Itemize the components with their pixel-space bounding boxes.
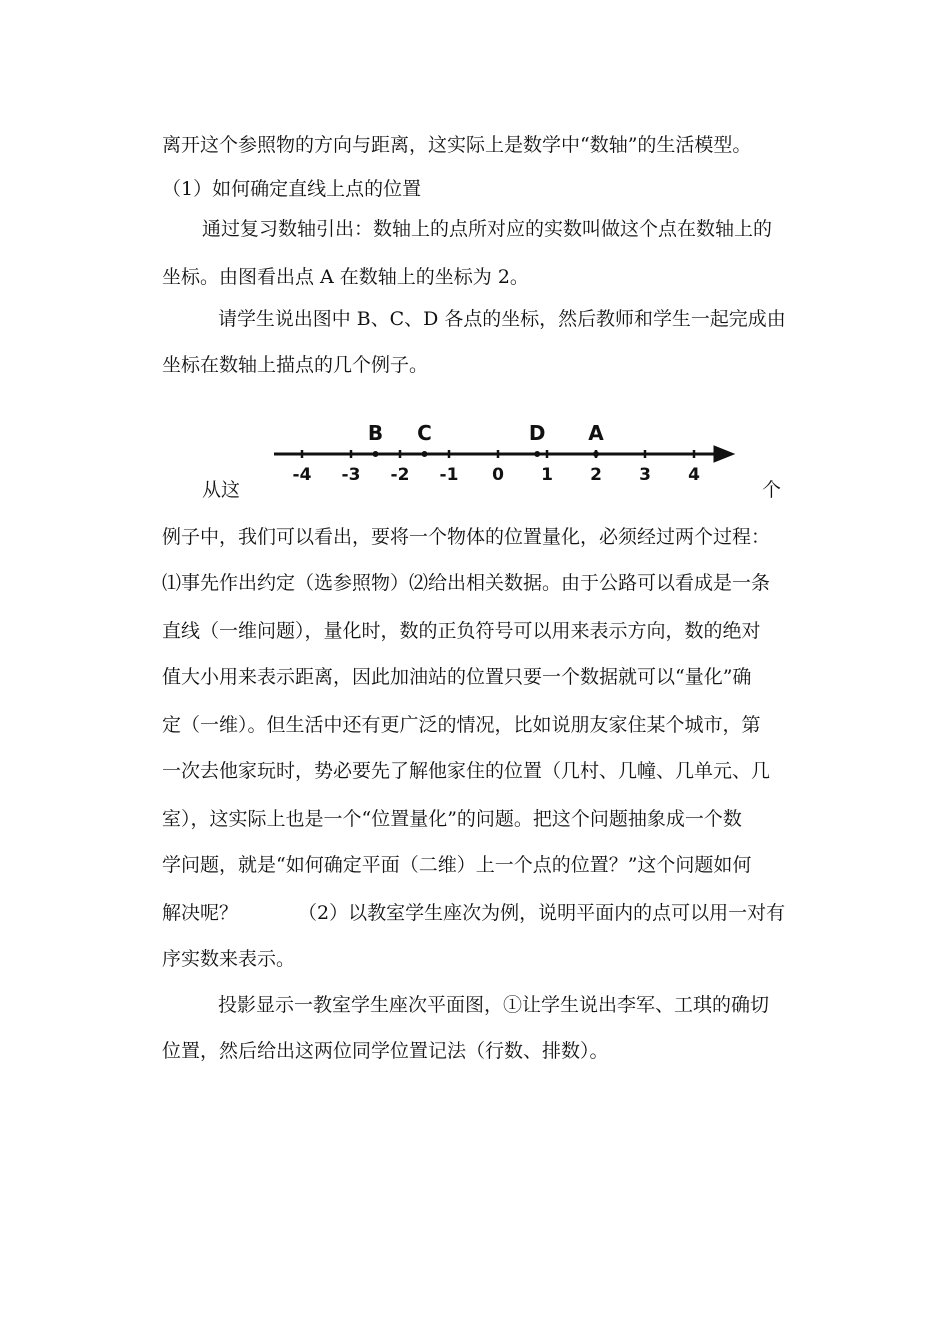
text-line-18: 投影显示一教室学生座次平面图，①让学生说出李军、工琪的确切	[218, 994, 770, 1016]
text-line-14: 室），这实际上也是一个“位置量化”的问题。把这个问题抽象成一个数	[162, 808, 742, 830]
text-line-10: 直线（一维问题），量化时，数的正负符号可以用来表示方向，数的绝对	[162, 620, 761, 642]
text-line-19: 位置，然后给出这两位同学位置记法（行数、排数）。	[162, 1040, 609, 1062]
number-line-point-c	[422, 452, 427, 457]
text-line-7-right: 个	[762, 479, 782, 501]
text-line-13: 一次去他家玩时，势必要先了解他家住的位置（几村、几幢、几单元、几	[162, 760, 771, 782]
number-line-point-label: A	[588, 421, 604, 445]
section-heading-1: （1）如何确定直线上点的位置	[162, 178, 422, 200]
text-line-15: 学问题，就是“如何确定平面（二维）上一个点的位置？”这个问题如何	[162, 854, 752, 876]
number-line-tick-label: 2	[590, 465, 602, 485]
number-line-tick-label: -4	[292, 465, 312, 485]
section-heading-2: （2）以教室学生座次为例，说明平面内的点可以用一对有	[298, 902, 786, 924]
text-line-17: 序实数来表示。	[162, 948, 296, 970]
number-line-point-d	[535, 452, 540, 457]
number-line-figure	[262, 412, 742, 488]
number-line-tick-label: 4	[688, 465, 700, 485]
number-line-point-label: B	[367, 421, 384, 445]
text-line-4: 坐标。由图看出点 A 在数轴上的坐标为 2。	[162, 266, 529, 288]
number-line-tick-label: -1	[439, 465, 459, 485]
text-line-3: 通过复习数轴引出：数轴上的点所对应的实数叫做这个点在数轴上的	[202, 218, 773, 240]
text-line-11: 值大小用来表示距离，因此加油站的位置只要一个数据就可以“量化”确	[162, 666, 752, 688]
text-line-5: 请学生说出图中 B、C、D 各点的坐标，然后教师和学生一起完成由	[218, 308, 786, 330]
text-line-6: 坐标在数轴上描点的几个例子。	[162, 354, 429, 376]
number-line-tick-label: 1	[541, 465, 553, 485]
number-line-point-a	[594, 452, 599, 457]
number-line-tick-label: 3	[639, 465, 651, 485]
text-line-9: ⑴事先作出约定（选参照物）⑵给出相关数据。由于公路可以看成是一条	[162, 572, 771, 594]
number-line-point-b	[373, 452, 378, 457]
text-line-16-left: 解决呢？	[162, 902, 239, 924]
text-line-8: 例子中，我们可以看出，要将一个物体的位置量化，必须经过两个过程：	[162, 526, 771, 548]
number-line-tick-label: -2	[390, 465, 410, 485]
number-line-arrowhead	[714, 446, 734, 462]
number-line-tick-label: 0	[492, 465, 504, 485]
text-line-12: 定（一维）。但生活中还有更广泛的情况，比如说朋友家住某个城市，第	[162, 714, 761, 736]
number-line-tick-label: -3	[341, 465, 361, 485]
number-line-point-label: D	[528, 421, 546, 445]
number-line-point-label: C	[417, 421, 432, 445]
text-line-1: 离开这个参照物的方向与距离，这实际上是数学中“数轴”的生活模型。	[162, 134, 752, 156]
text-line-7-left: 从这	[202, 479, 241, 501]
